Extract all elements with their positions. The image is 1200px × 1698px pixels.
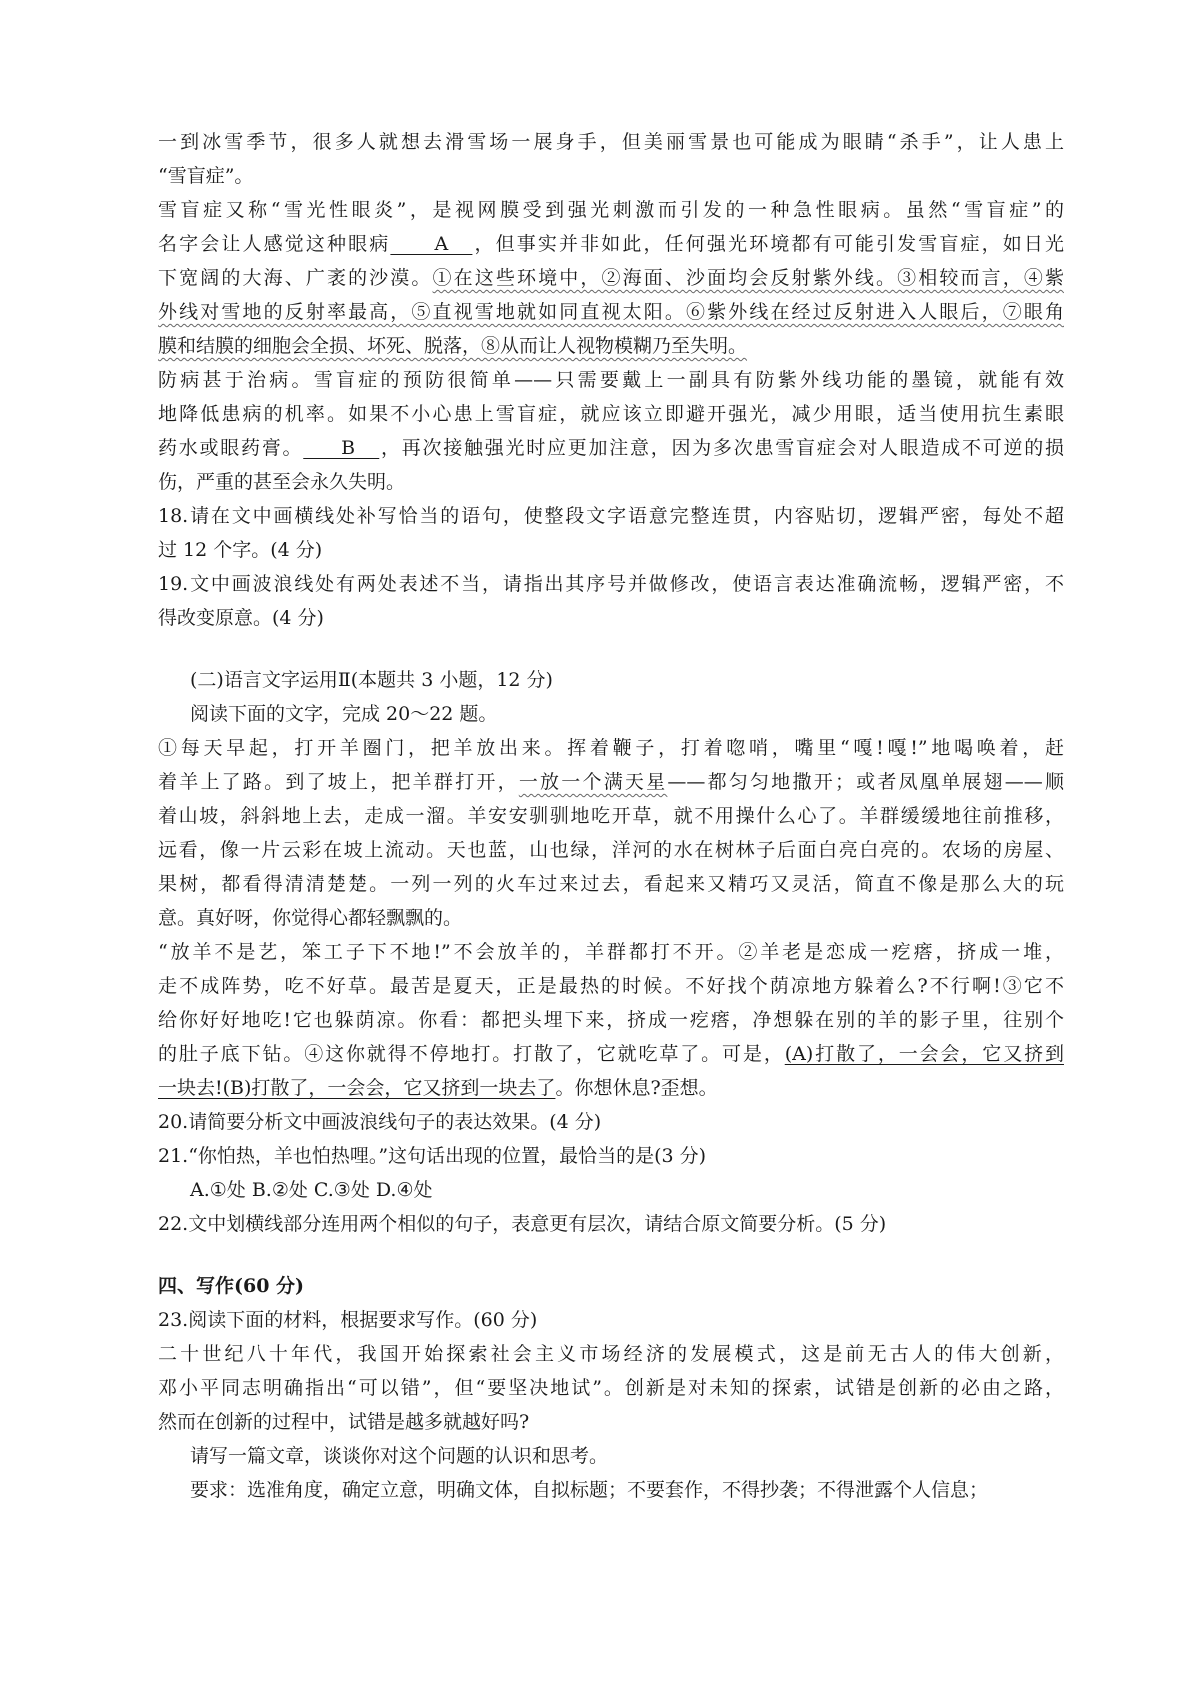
passage2-para2-line3: 给你好好地吃!它也躲荫凉。你看：都把头埋下来，挤成一疙瘩，净想躲在别的羊的影子里，往别个 [158, 1009, 1064, 1031]
question-18-line1: 18.请在文中画横线处补写恰当的语句，使整段文字语意完整连贯，内容贴切，逻辑严密，每处不超 [158, 505, 1064, 527]
passage1-para2-line2 [158, 231, 1064, 257]
passage2-para1-line4: 远看，像一片云彩在坡上流动。天也蓝，山也绿，洋河的水在树林子后面白亮白亮的。农场的房屋、 [158, 839, 1064, 861]
passage2-para1-line2 [158, 769, 1064, 795]
text-segment: ，再次接触强光时应更加注意，因为多次患雪盲症会对人眼造成不可逆的损 [379, 437, 1064, 459]
passage2-para2-line5 [158, 1075, 718, 1101]
wavy-underlined-text: 膜和结膜的细胞会全损、坏死、脱落，⑧从而让人视物模糊乃至失明。 [158, 335, 748, 357]
passage1-para1-line1: 一到冰雪季节，很多人就想去滑雪场一展身手，但美丽雪景也可能成为眼睛“杀手”，让人患上 [158, 131, 1064, 153]
passage1-para1-line2: “雪盲症”。 [158, 165, 254, 187]
text-segment: ——都匀匀地撒开；或者凤凰单展翅——顺 [667, 771, 1064, 793]
writing-task: 请写一篇文章，谈谈你对这个问题的认识和思考。 [190, 1445, 609, 1467]
section2-instruction: 阅读下面的文字，完成 20～22 题。 [190, 703, 498, 725]
passage2-para1-line1: ①每天早起，打开羊圈门，把羊放出来。挥着鞭子，打着唿哨，嘴里“嘎!嘎!”地喝唤着，赶 [158, 737, 1064, 759]
blank-a: A [390, 233, 473, 255]
text-segment: 药水或眼药膏。 [158, 437, 304, 459]
section2-heading: (二)语言文字运用Ⅱ(本题共 3 小题，12 分) [190, 669, 553, 691]
wavy-underlined-text: 外线对雪地的反射率最高，⑤直视雪地就如同直视太阳。⑥紫外线在经过反射进入人眼后，⑦眼角 [158, 301, 1064, 323]
passage2-para1-line3: 着山坡，斜斜地上去，走成一溜。羊安安驯驯地吃开草，就不用操什么心了。羊群缓缓地往前推移， [158, 805, 1064, 827]
question-21-options: A.①处 B.②处 C.③处 D.④处 [190, 1179, 433, 1201]
question-23: 23.阅读下面的材料，根据要求写作。(60 分) [158, 1309, 538, 1331]
passage2-para2-line2: 走不成阵势，吃不好草。最苦是夏天，正是最热的时候。不好找个荫凉地方躲着么?不行啊!③它不 [158, 975, 1064, 997]
writing-material-line2: 邓小平同志明确指出“可以错”，但“要坚决地试”。创新是对未知的探索，试错是创新的必由之路， [158, 1377, 1064, 1399]
text-segment: 着羊上了路。到了坡上，把羊群打开， [158, 771, 519, 793]
text-segment: 名字会让人感觉这种眼病 [158, 233, 391, 255]
passage1-para2-line1: 雪盲症又称“雪光性眼炎”，是视网膜受到强光刺激而引发的一种急性眼病。虽然“雪盲症”的 [158, 199, 1064, 221]
passage1-para3-line4: 伤，严重的甚至会永久失明。 [158, 471, 406, 493]
text-segment: 。你想休息?歪想。 [555, 1077, 718, 1099]
question-19-line2: 得改变原意。(4 分) [158, 607, 324, 629]
passage2-para2-line1: “放羊不是艺，笨工子下不地!”不会放羊的，羊群都打不开。②羊老是恋成一疙瘩，挤成一堆， [158, 941, 1064, 963]
passage2-para2-line4 [158, 1041, 1064, 1067]
writing-material-line3: 然而在创新的过程中，试错是越多就越好吗? [158, 1411, 530, 1433]
text-segment: ，但事实并非如此，任何强光环境都有可能引发雪盲症，如日光 [472, 233, 1064, 255]
question-18-line2: 过 12 个字。(4 分) [158, 539, 323, 561]
passage1-para3-line1: 防病甚于治病。雪盲症的预防很简单——只需要戴上一副具有防紫外线功能的墨镜，就能有效 [158, 369, 1064, 391]
writing-heading: 四、写作(60 分) [158, 1275, 305, 1297]
passage1-para2-line5 [158, 333, 747, 359]
wavy-underlined-text: 一放一个满天星 [518, 771, 668, 793]
writing-material-line1: 二十世纪八十年代，我国开始探索社会主义市场经济的发展模式，这是前无古人的伟大创新， [158, 1343, 1064, 1365]
text-segment: 下宽阔的大海、广袤的沙漠。 [158, 267, 433, 289]
text-segment: 的肚子底下钻。④这你就得不停地打。打散了，它就吃草了。可是， [158, 1043, 785, 1065]
wavy-underlined-text: ①在这些环境中，②海面、沙面均会反射紫外线。③相较而言，④紫 [432, 267, 1064, 289]
passage1-para3-line2: 地降低患病的机率。如果不小心患上雪盲症，就应该立即避开强光，减少用眼，适当使用抗生素眼 [158, 403, 1064, 425]
underlined-text: (A)打散了，一会会，它又挤到 [784, 1043, 1064, 1065]
underlined-text: 一块去!(B)打散了，一会会，它又挤到一块去了 [158, 1077, 556, 1099]
passage1-para2-line4 [158, 299, 1064, 325]
passage1-para2-line3 [158, 265, 1064, 291]
passage2-para1-line6: 意。真好呀，你觉得心都轻飘飘的。 [158, 907, 463, 929]
question-22: 22.文中划横线部分连用两个相似的句子，表意更有层次，请结合原文简要分析。(5 分) [158, 1213, 887, 1235]
writing-requirements: 要求：选准角度，确定立意，明确文体，自拟标题；不要套作，不得抄袭；不得泄露个人信息； [190, 1479, 989, 1501]
question-21: 21.“你怕热，羊也怕热哩。”这句话出现的位置，最恰当的是(3 分) [158, 1145, 707, 1167]
passage1-para3-line3 [158, 435, 1064, 461]
blank-b: B [303, 437, 380, 459]
question-20: 20.请简要分析文中画波浪线句子的表达效果。(4 分) [158, 1111, 602, 1133]
question-19-line1: 19.文中画波浪线处有两处表述不当，请指出其序号并做修改，使语言表达准确流畅，逻辑严密，不 [158, 573, 1064, 595]
passage2-para1-line5: 果树，都看得清清楚楚。一列一列的火车过来过去，看起来又精巧又灵活，简直不像是那么大的玩 [158, 873, 1064, 895]
